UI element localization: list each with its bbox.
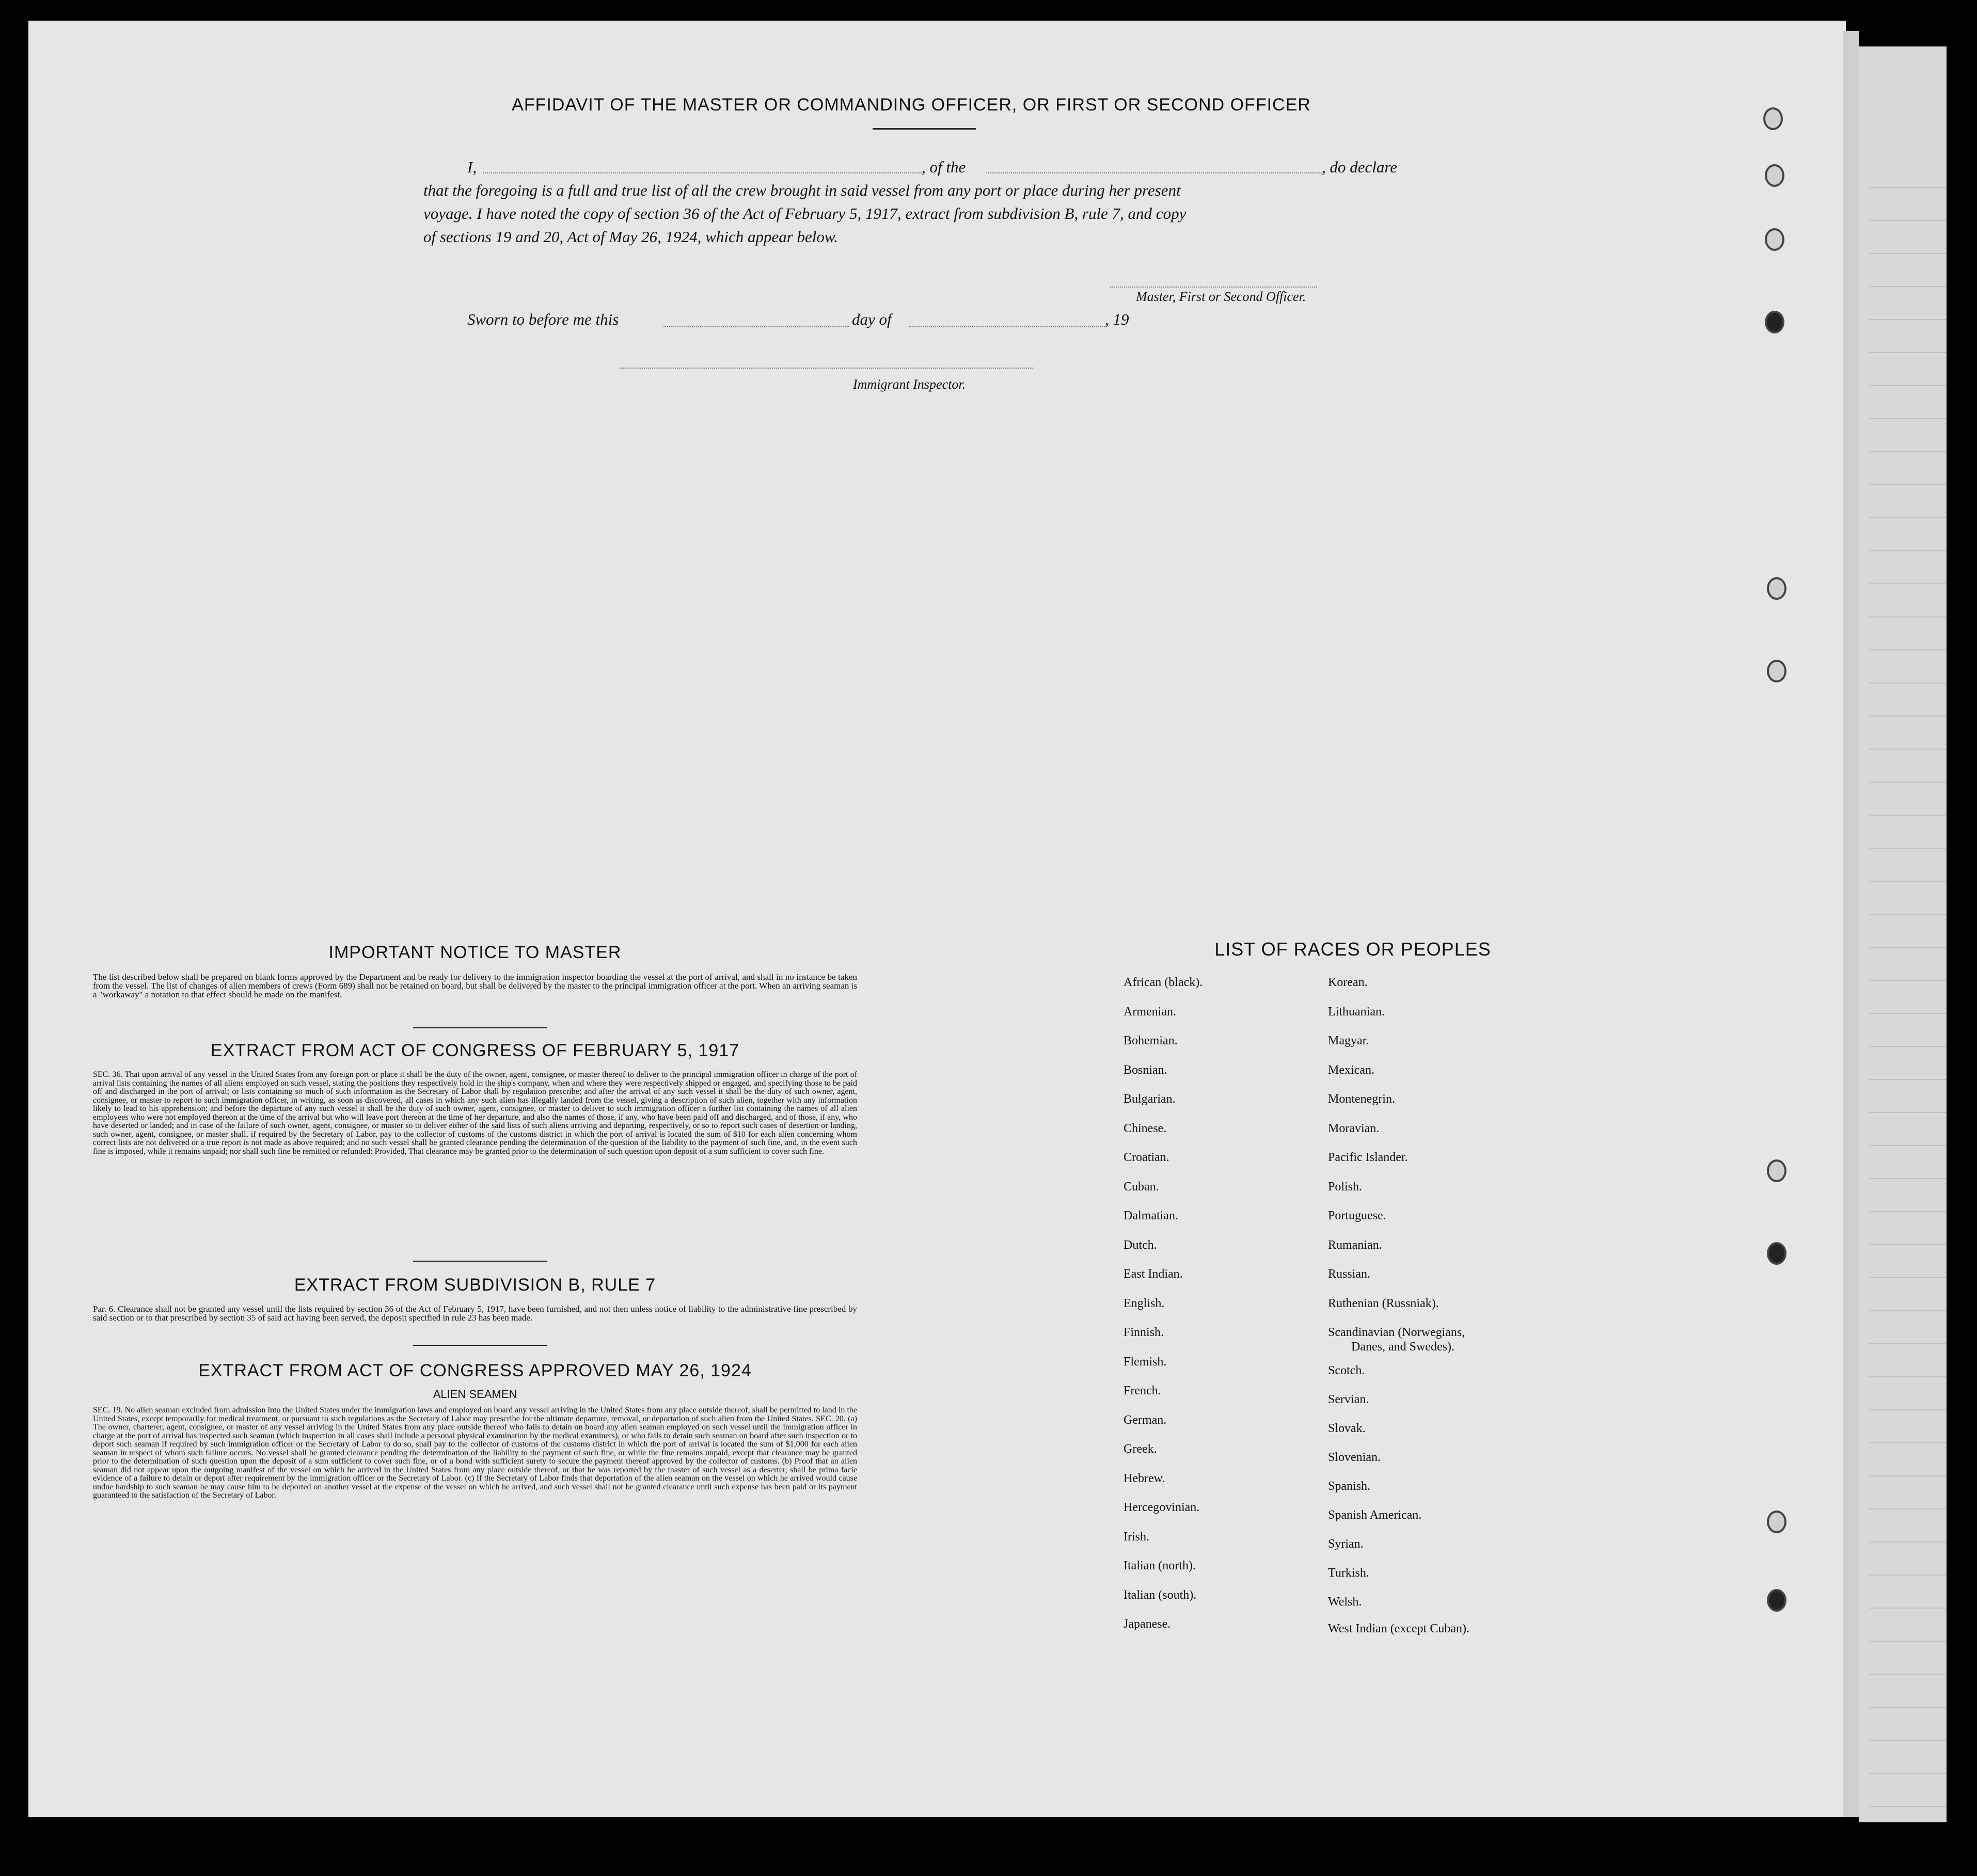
divider	[873, 128, 976, 130]
race-item: Pacific Islander.	[1328, 1151, 1408, 1164]
race-item: Magyar.	[1328, 1034, 1369, 1047]
race-item: Ruthenian (Russniak).	[1328, 1296, 1439, 1310]
race-item: Servian.	[1328, 1393, 1369, 1406]
race-item: Armenian.	[1124, 1005, 1176, 1019]
rule-7-title: EXTRACT FROM SUBDIVISION B, RULE 7	[294, 1275, 656, 1295]
affidavit-do-declare: , do declare	[1322, 158, 1398, 176]
affidavit-i: I,	[467, 158, 477, 176]
race-item: Cuban.	[1124, 1180, 1159, 1194]
race-item: Moravian.	[1328, 1121, 1380, 1135]
signature-line	[1110, 287, 1317, 288]
race-item: Greek.	[1124, 1442, 1157, 1456]
binder-hole-icon	[1765, 228, 1784, 251]
race-item: Rumanian.	[1328, 1238, 1382, 1252]
race-item: French.	[1124, 1384, 1161, 1397]
race-item: Welsh.	[1328, 1595, 1362, 1609]
race-item: West Indian (except Cuban).	[1328, 1622, 1469, 1635]
binder-hole-icon	[1767, 1159, 1786, 1182]
race-item: Syrian.	[1328, 1537, 1364, 1551]
year-label: , 19	[1105, 310, 1129, 328]
race-item: Slovak.	[1328, 1422, 1366, 1435]
day-blank	[663, 326, 849, 327]
name-blank	[483, 172, 922, 173]
race-item: Scandinavian (Norwegians,	[1328, 1326, 1465, 1339]
race-item: East Indian.	[1124, 1267, 1183, 1281]
race-item: Hercegovinian.	[1124, 1501, 1200, 1514]
race-item: Dutch.	[1124, 1238, 1157, 1252]
act-1924-title: EXTRACT FROM ACT OF CONGRESS APPROVED MAY 26, 1924	[198, 1361, 752, 1380]
binder-hole-icon	[1765, 311, 1784, 333]
race-item: Finnish.	[1124, 1326, 1164, 1339]
race-item: Bulgarian.	[1124, 1092, 1176, 1106]
binder-hole-icon	[1765, 164, 1784, 187]
day-of-label: day of	[852, 310, 892, 328]
race-item: Turkish.	[1328, 1566, 1369, 1580]
notice-title: IMPORTANT NOTICE TO MASTER	[328, 943, 622, 962]
race-item: Bosnian.	[1124, 1063, 1167, 1077]
race-item: Hebrew.	[1124, 1471, 1165, 1485]
race-item: Mexican.	[1328, 1063, 1374, 1077]
race-item: Spanish American.	[1328, 1508, 1422, 1522]
race-item: Russian.	[1328, 1267, 1371, 1281]
affidavit-line: voyage. I have noted the copy of section 36 of the Act of February 5, 1917, extract from subdivision B, rule 7, and copy	[423, 204, 1187, 222]
underlying-page-edge	[1843, 31, 1859, 1817]
divider	[413, 1261, 547, 1262]
race-item: Portuguese.	[1328, 1209, 1386, 1222]
inspector-signature-line	[620, 368, 1033, 369]
rule-7-text: Par. 6. Clearance shall not be granted any vessel until the lists required by section 36 of the Act of February 5, 1917, have been furnished, and not then unless notice of liability to the administrative fine prescribed by said section or to that prescribed by section 35 of said act having been served, the deposit specified in rule 23 has been made.	[93, 1305, 857, 1323]
race-item: Korean.	[1328, 976, 1368, 989]
race-item: Slovenian.	[1328, 1451, 1381, 1464]
vessel-blank	[986, 172, 1322, 173]
races-title: LIST OF RACES OR PEOPLES	[1214, 939, 1491, 960]
affidavit-title: AFFIDAVIT OF THE MASTER OR COMMANDING OFFICER, OR FIRST OR SECOND OFFICER	[512, 95, 1311, 115]
race-item: Bohemian.	[1124, 1034, 1178, 1047]
divider	[413, 1345, 547, 1346]
race-item: Irish.	[1124, 1530, 1149, 1544]
act-1917-title: EXTRACT FROM ACT OF CONGRESS OF FEBRUARY 5, 1917	[210, 1041, 740, 1060]
binder-hole-icon	[1767, 1242, 1786, 1265]
race-item: Japanese.	[1124, 1617, 1171, 1631]
race-item: Lithuanian.	[1328, 1005, 1385, 1019]
inspector-label: Immigrant Inspector.	[853, 377, 966, 392]
binder-hole-icon	[1767, 577, 1786, 600]
binder-hole-icon	[1767, 660, 1786, 682]
race-item: Dalmatian.	[1124, 1209, 1178, 1222]
race-item: English.	[1124, 1296, 1165, 1310]
divider	[413, 1027, 547, 1028]
act-1917-text: SEC. 36. That upon arrival of any vessel in the United States from any foreign port or place it shall be the duty of the owner, agent, consignee, or master thereof to deliver to the principal immigration officer in charge of the port of arrival lists containing the names of all aliens employed on such vessel, stating the positions they respectively hold in the ship's company, when and where they were respectively shipped or engaged, and specifying those to be paid off and discharged in the port of arrival; or lists containing so much of such information as the Secretary of Labor shall by regulation prescribe; and after the arrival of any such vessel it shall be the duty of such owner, agent, consignee, or master to report to such immigration officer, in writing, as soon as discovered, all cases in which any such alien has illegally landed from the vessel, giving a description of such alien, together with any information likely to lead to his apprehension; and before the departure of any such vessel it shall be the duty of such owner, agent, consignee, or master to deliver to such immigration officer a further list containing the names of all alien employees who were not employed thereon at the time of the arrival but who will leave port thereon at the time of her departure, and also the names of those, if any, who have been paid off and discharged, and of those, if any, who have deserted or landed; and in case of the failure of such owner, agent, consignee, or master so to deliver either of the said lists of such aliens arriving and departing, respectively, or so to report such cases of desertion or landing, such owner, agent, consignee, or master shall, if required by the Secretary of Labor, pay to the collector of customs of the customs district in which the port of arrival is located the sum of $10 for each alien concerning whom correct lists are not delivered or a true report is not made as above required; and no such vessel shall be granted clearance pending the determination of the question of the liability to the payment of such fine, and, in the event such fine is imposed, while it remains unpaid; nor shall such fine be remitted or refunded: Provided, That clearance may be granted prior to the determination of such question upon deposit of a sum sufficient to cover such fine.	[93, 1071, 857, 1156]
master-signature-label: Master, First or Second Officer.	[1136, 289, 1306, 304]
race-item: Polish.	[1328, 1180, 1363, 1194]
affidavit-line: that the foregoing is a full and true list of all the crew brought in said vessel from any port or place during her present	[423, 181, 1181, 199]
binder-hole-icon	[1767, 1511, 1786, 1533]
race-item: Chinese.	[1124, 1121, 1167, 1135]
race-item: Scotch.	[1328, 1364, 1365, 1377]
race-item: Spanish.	[1328, 1480, 1371, 1493]
underlying-ledger-page	[1869, 155, 1947, 1807]
affidavit-of-the: , of the	[922, 158, 966, 176]
race-item: Italian (north).	[1124, 1559, 1196, 1572]
act-1924-text: SEC. 19. No alien seaman excluded from admission into the United States under the immigration laws and employed on board any vessel arriving in the United States from any place outside thereof, shall be permitted to land in the United States, except temporarily for medical treatment, or pursuant to such regulations as the Secretary of Labor may prescribe for the ultimate departure, removal, or deportation of such alien from the United States. SEC. 20. (a) The owner, charterer, agent, consignee, or master of any vessel arriving in the United States from any place outside thereof who fails to detain on board any alien seaman employed on such vessel until the immigration officer in charge at the port of arrival has inspected such seaman (which inspection in all cases shall include a personal physical examination by the medical examiners), or who fails to detain such seaman on board after such inspection or to deport such seaman if required by such immigration officer or the Secretary of Labor to do so, shall pay to the collector of customs of the customs district in which the port of arrival is located the sum of $1,000 for each alien seaman in respect of whom such failure occurs. No vessel shall be granted clearance pending the determination of the liability to the payment of such fine, or while the fine remains unpaid, except that clearance may be granted prior to the determination of such question upon the deposit of a sum sufficient to cover such fine, or of a bond with sufficient surety to secure the payment thereof approved by the collector of customs. (b) Proof that an alien seaman did not appear upon the outgoing manifest of the vessel on which he arrived in the United States from any place outside thereof, or that he was reported by the master of such vessel as a deserter, shall be prima facie evidence of a failure to detain or deport after requirement by the immigration officer or the Secretary of Labor. (c) If the Secretary of Labor finds that deportation of the alien seaman on the vessel on which he arrived would cause undue hardship to such seaman he may cause him to be deported on another vessel at the expense of the vessel on which he arrived, and such vessel shall not be granted clearance until such expense has been paid or its payment guaranteed to the satisfaction of the Secretary of Labor.	[93, 1406, 857, 1500]
race-item: Montenegrin.	[1328, 1092, 1395, 1106]
sworn-label: Sworn to before me this	[467, 310, 619, 328]
notice-text: The list described below shall be prepared on blank forms approved by the Department and be ready for delivery to the immigration inspector boarding the vessel at the port of arrival, and shall in no instance be taken from the vessel. The list of changes of alien members of crews (Form 689) shall not be retained on board, but shall be delivered by the master to the principal immigration officer at the port. When an arriving seaman is a "workaway" a notation to that effect should be made on the manifest.	[93, 973, 857, 999]
binder-hole-icon	[1767, 1589, 1786, 1612]
month-blank	[909, 326, 1105, 327]
act-1924-subtitle: ALIEN SEAMEN	[433, 1388, 517, 1401]
race-item: African (black).	[1124, 976, 1203, 989]
race-item: Croatian.	[1124, 1151, 1169, 1164]
race-item: German.	[1124, 1413, 1167, 1427]
race-item: Flemish.	[1124, 1355, 1167, 1369]
race-item: Italian (south).	[1124, 1588, 1197, 1602]
affidavit-line: of sections 19 and 20, Act of May 26, 1924, which appear below.	[423, 228, 839, 246]
race-item-continued: Danes, and Swedes).	[1351, 1340, 1454, 1354]
